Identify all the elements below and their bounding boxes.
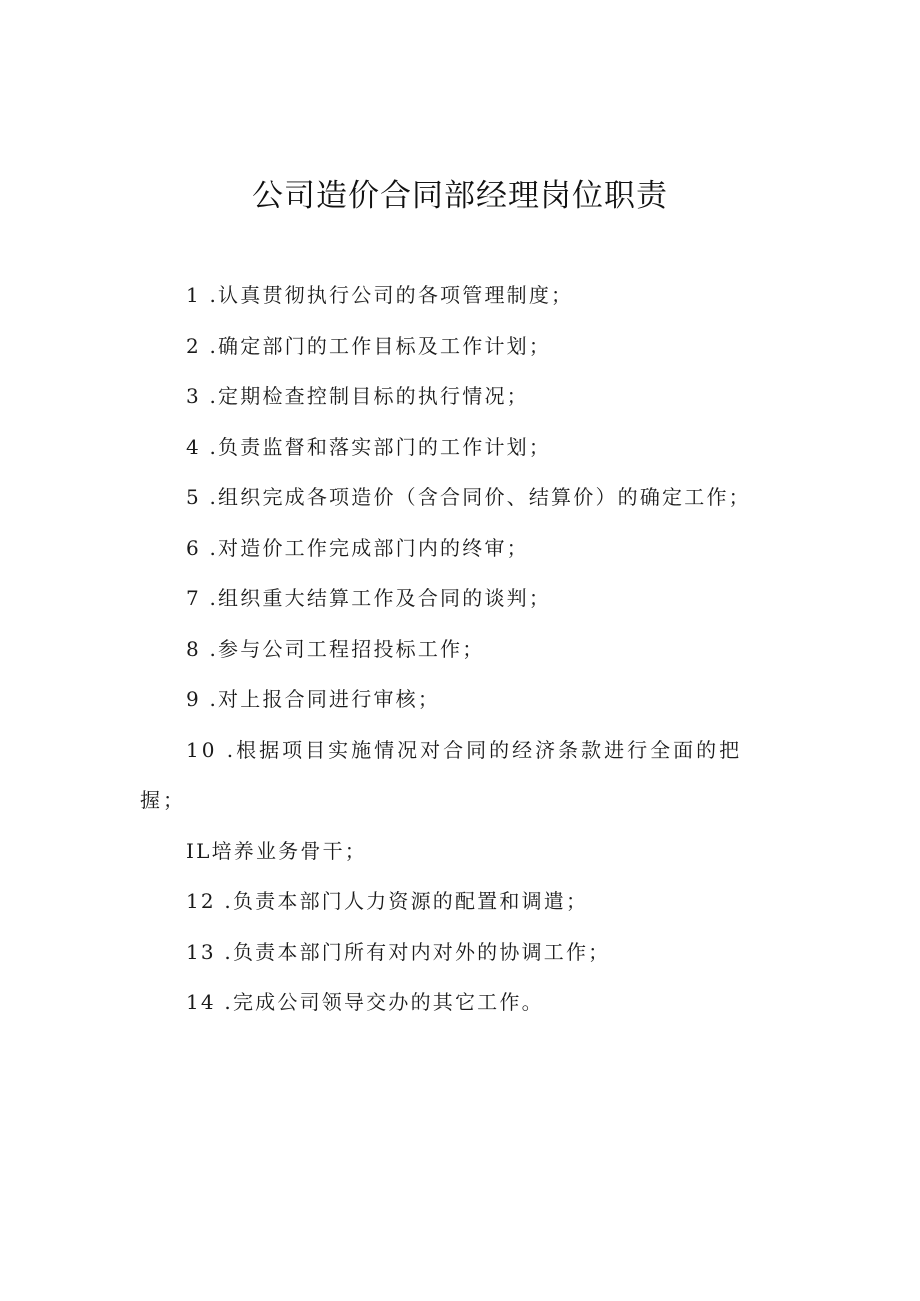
duty-item-14: 14 .完成公司领导交办的其它工作。 bbox=[186, 990, 544, 1014]
duty-item-1: 1 .认真贯彻执行公司的各项管理制度； bbox=[186, 283, 574, 307]
duty-item-8: 8 .参与公司工程招投标工作； bbox=[186, 636, 485, 661]
duty-item-7: 7 .组织重大结算工作及合同的谈判； bbox=[186, 586, 552, 610]
duty-item-3: 3 .定期检查控制目标的执行情况； bbox=[186, 384, 529, 408]
duty-item-13: 13 .负责本部门所有对内对外的协调工作； bbox=[186, 939, 611, 964]
duty-item-6: 6 .对造价工作完成部门内的终审； bbox=[186, 535, 529, 560]
document-title: 公司造价合同部经理岗位职责 bbox=[252, 178, 668, 214]
duty-item-11: IL培养业务骨干； bbox=[186, 838, 367, 863]
duty-item-2: 2 .确定部门的工作目标及工作计划； bbox=[186, 333, 552, 358]
duty-item-12: 12 .负责本部门人力资源的配置和调遣； bbox=[186, 889, 589, 913]
duty-item-4: 4 .负责监督和落实部门的工作计划； bbox=[186, 434, 552, 459]
duty-item-5: 5 .组织完成各项造价（含合同价、结算价）的确定工作； bbox=[186, 485, 751, 509]
duty-item-10: 10 .根据项目实施情况对合同的经济条款进行全面的把握； bbox=[140, 737, 743, 812]
duty-item-9: 9 .对上报合同进行审核； bbox=[186, 687, 441, 711]
duty-list bbox=[140, 270, 780, 1028]
